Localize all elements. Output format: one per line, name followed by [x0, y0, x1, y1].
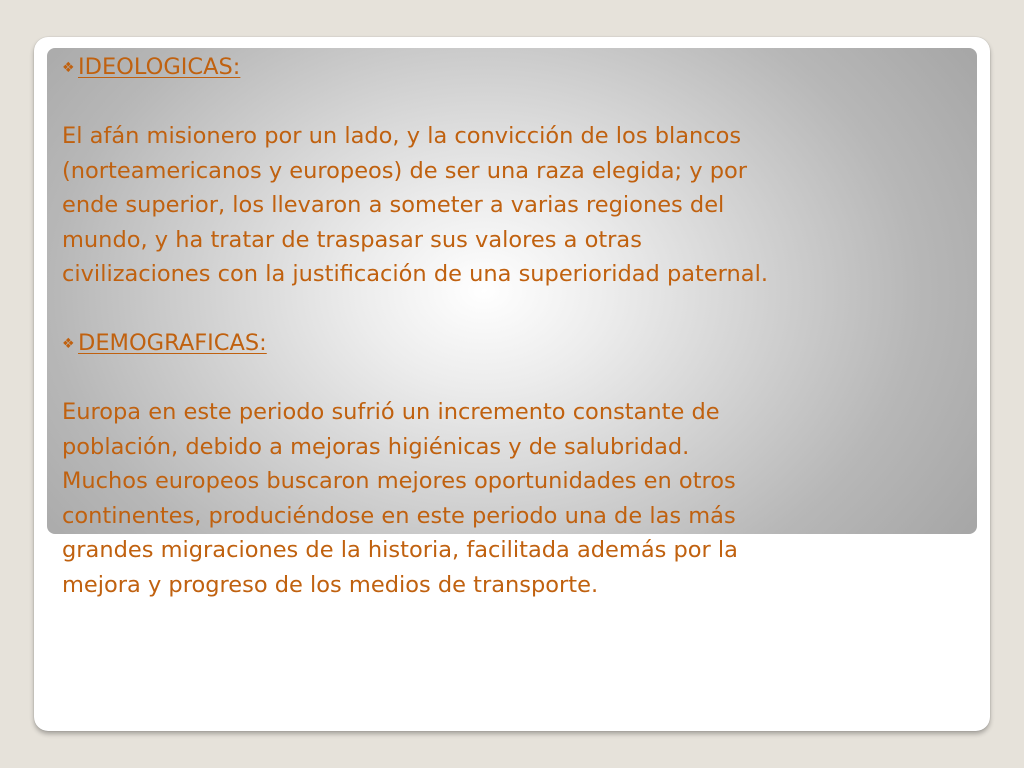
paragraph-ideologicas — [62, 119, 962, 292]
diamond-bullet-icon: ❖ — [62, 336, 75, 352]
paragraph-line: mejora y progreso de los medios de transporte. — [62, 571, 599, 598]
paragraph-line: grandes migraciones de la historia, facilitada además por la — [62, 537, 738, 563]
spacer — [62, 292, 962, 327]
paragraph-line: Europa en este periodo sufrió un incremento constante de — [62, 399, 720, 425]
paragraph-line: población, debido a mejoras higiénicas y de salubridad. — [62, 433, 690, 460]
spacer — [62, 361, 962, 396]
paragraph-line: (norteamericanos y europeos) de ser una raza elegida; y por — [62, 157, 747, 184]
paragraph-line: civilizaciones con la justificación de una superioridad paternal. — [62, 261, 768, 287]
spacer — [62, 85, 962, 120]
section-heading-ideologicas — [62, 50, 962, 85]
heading-text: DEMOGRAFICAS: — [78, 330, 267, 356]
paragraph-line: continentes, produciéndose en este periodo una de las más — [62, 502, 736, 529]
slide-content — [62, 50, 962, 602]
section-heading-demograficas — [62, 326, 962, 361]
paragraph-demograficas — [62, 395, 962, 602]
diamond-bullet-icon: ❖ — [62, 60, 75, 76]
paragraph-line: mundo, y ha tratar de traspasar sus valores a otras — [62, 226, 642, 253]
paragraph-line: El afán misionero por un lado, y la convicción de los blancos — [62, 123, 742, 149]
heading-text: IDEOLOGICAS: — [78, 54, 241, 80]
paragraph-line: ende superior, los llevaron a someter a varias regiones del — [62, 192, 725, 218]
paragraph-line: Muchos europeos buscaron mejores oportunidades en otros — [62, 468, 736, 494]
